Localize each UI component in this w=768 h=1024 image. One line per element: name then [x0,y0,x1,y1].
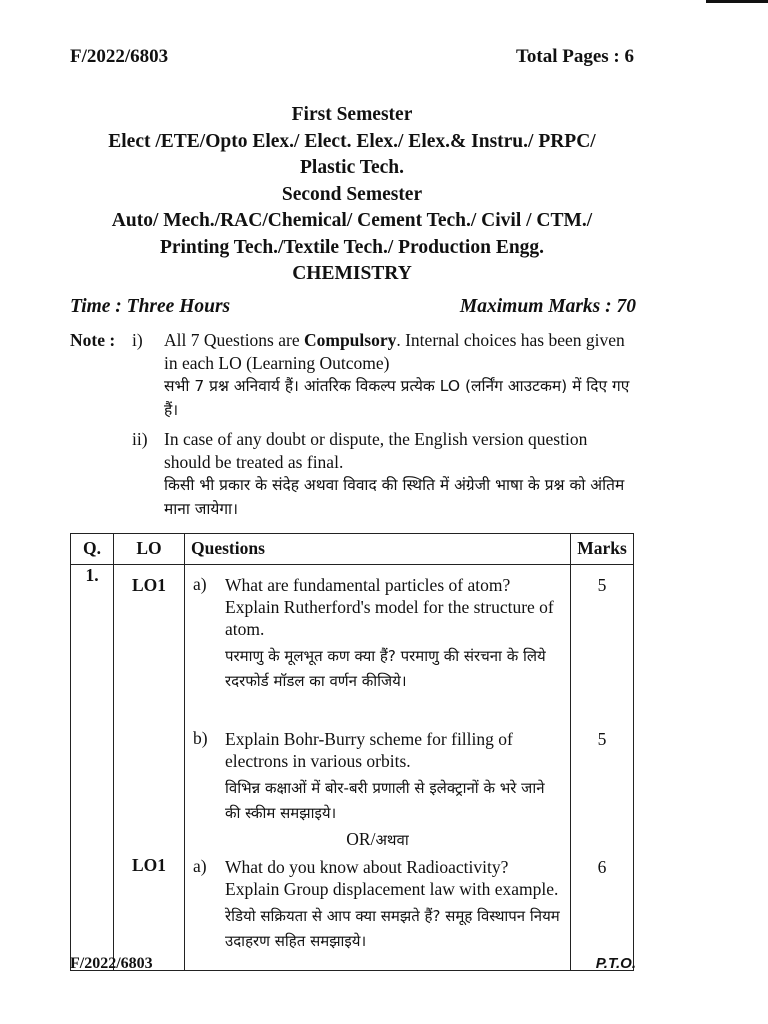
subject-title: CHEMISTRY [292,263,412,284]
questions-table [70,533,634,971]
time-marks-row [70,296,636,318]
table-row [71,565,634,971]
branches-line-4: Printing Tech./Textile Tech./ Production Engg. [159,236,545,258]
please-turn-over: P.T.O. [595,955,636,972]
scan-edge-mark [706,0,768,3]
note-item-1-english: All 7 Questions are Compulsory. Internal choices has been given in each LO (Learning Outcome) [164,330,625,373]
paper-code: F/2022/6803 [70,46,169,67]
note-item-number: i) [132,330,143,350]
sub-question-english: What are fundamental particles of atom? Explain Rutherford's model for the structure of atom. [225,575,554,639]
marks-value: 6 [597,857,607,877]
sub-question-hindi: परमाणु के मूलभूत कण क्या हैं? परमाणु की संरचना के लिये रदरफोर्ड मॉडल का वर्णन कीजिये। [225,647,546,690]
note-label: Note : [70,330,116,350]
instructions-note [70,329,636,521]
lo-tag: LO1 [131,855,167,875]
sub-question-english: What do you know about Radioactivity? Explain Group displacement law with example. [225,857,559,899]
sub-question-hindi: विभिन्न कक्षाओं में बोर-बरी प्रणाली से इलेक्ट्रानों के भरे जाने की स्कीम समझाइये। [225,779,545,822]
question-number: 1. [71,565,114,971]
marks-value: 5 [597,575,607,595]
header-q: Q. [71,534,114,565]
lo-cell [114,565,185,971]
branches-line-2: Plastic Tech. [299,157,404,178]
header-lo: LO [114,534,185,565]
note-item-1 [164,329,636,422]
note-item-1-hindi: सभी 7 प्रश्न अनिवार्य हैं। आंतरिक विकल्प प्रत्येक LO (लर्निंग आउटकम) में दिए गए हैं। [164,377,630,419]
lo-tag: LO1 [131,575,167,595]
header-marks: Marks [571,534,634,565]
maximum-marks: Maximum Marks : 70 [459,296,636,317]
sub-question-a [193,574,562,694]
marks-cell [571,565,634,971]
branches-line-3: Auto/ Mech./RAC/Chemical/ Cement Tech./ Civil / CTM./ [111,210,593,231]
or-separator: OR/अथवा [346,829,409,849]
header-questions: Questions [185,534,571,565]
sub-question-letter: a) [193,856,207,876]
total-pages: Total Pages : 6 [515,46,634,67]
note-item-2-hindi: किसी भी प्रकार के संदेह अथवा विवाद की स्थिति में अंग्रेजी भाषा के प्रश्न को अंतिम माना जायेगा। [164,476,625,518]
note-item-number: ii) [132,429,148,449]
time-allowed: Time : Three Hours [70,296,231,317]
sub-question-hindi: रेडियो सक्रियता से आप क्या समझते हैं? समूह विस्थापन नियम उदाहरण सहित समझाइये। [225,907,560,950]
sub-question-english: Explain Bohr-Burry scheme for filling of electrons in various orbits. [225,729,513,771]
questions-cell [185,565,571,971]
sub-question-alt-a [193,856,562,954]
sub-question-b [193,728,562,826]
sub-question-letter: b) [193,728,208,748]
marks-value: 5 [597,729,607,749]
page-footer [70,955,636,973]
semester-1-heading: First Semester [291,104,413,125]
page-header [70,46,634,72]
note-item-2-english: In case of any doubt or dispute, the English version question should be treated as final. [164,429,588,472]
semester-2-heading: Second Semester [281,183,423,205]
table-header-row [71,534,634,565]
footer-paper-code: F/2022/6803 [70,955,153,972]
sub-question-letter: a) [193,574,207,594]
note-item-2 [164,428,636,521]
branches-line-1: Elect /ETE/Opto Elex./ Elect. Elex./ Elex.& Instru./ PRPC/ [108,130,596,152]
exam-title-block [60,102,644,288]
